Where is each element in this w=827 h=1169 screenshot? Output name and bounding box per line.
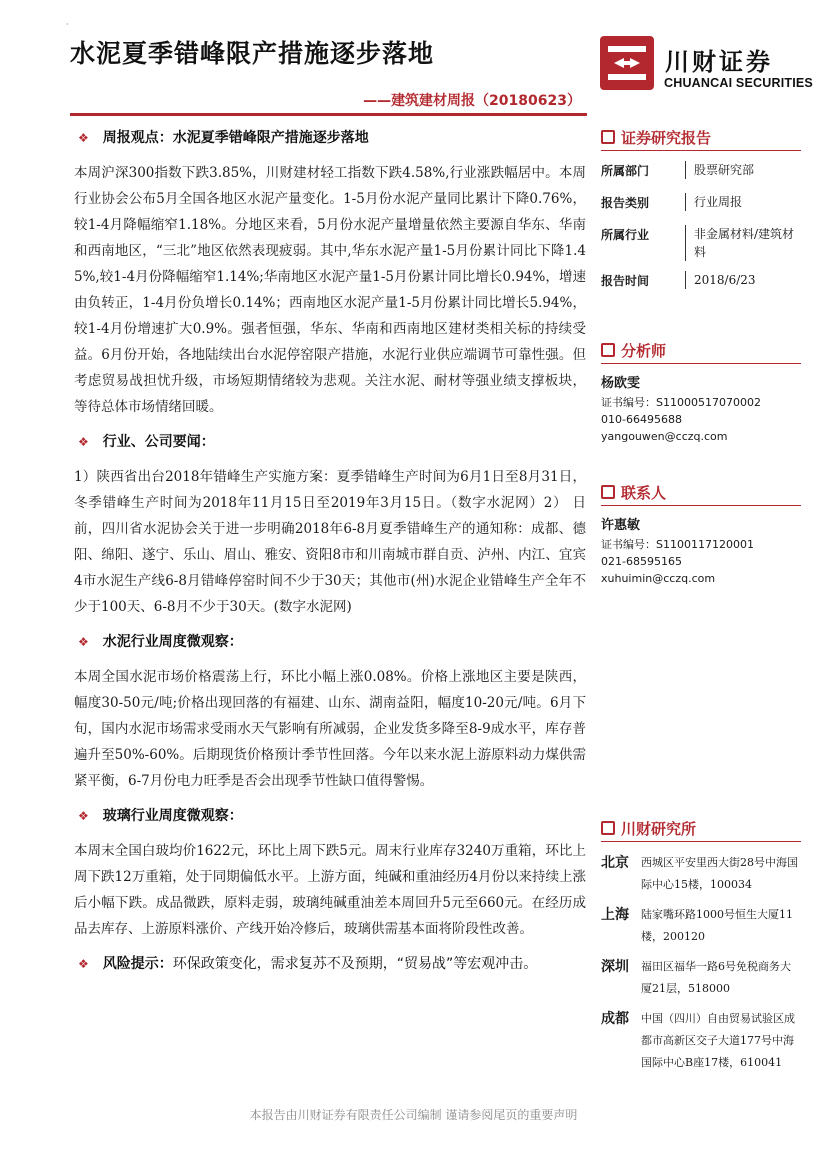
info-value: 行业周报: [685, 193, 801, 211]
header-rule: [70, 113, 587, 116]
office-entry: [601, 1008, 801, 1074]
office-city: 上海: [601, 907, 629, 923]
section-heading: 水泥行业周度微观察：: [102, 634, 243, 650]
info-label: 报告时间: [601, 274, 650, 288]
sidebar-heading-text: 分析师: [621, 342, 667, 360]
sidebar-heading-analyst: [601, 339, 801, 364]
diamond-bullet-icon: ❖: [78, 957, 89, 971]
section-paragraph: 本周末全国白玻均价1622元，环比上周下跌5元。周末行业库存3240万重箱，环比上周下跌12万重箱，处于同期偏低水平。上游方面，纯碱和重油经历4月份以来持续上涨后小幅下跌。成品微跌，原料走弱，玻璃纯碱重油差本周回升5元至660元。在经历成品去库存、上游原料涨价、产线开始冷修后，玻璃供需基本面将阶段性改善。: [74, 843, 586, 937]
office-address: 福田区福华一路6号免税商务大厦21层，518000: [641, 960, 791, 995]
section-paragraph: 本周全国水泥市场价格震荡上行，环比小幅上涨0.08%。价格上涨地区主要是陕西，幅度30-50元/吨;价格出现回落的有福建、山东、湖南益阳，幅度10-20元/吨。6月下旬，国内水泥市场需求受雨水天气影响有所减弱，企业发货多降至8-9成水平，库存普遍升至50%-60%。后期现货价格预计季节性回落。今年以来水泥上游原料动力煤供需紧平衡，6-7月份电力旺季是否会出现季节性缺口值得警惕。: [74, 669, 586, 789]
info-row: [601, 225, 801, 261]
info-value: 股票研究部: [685, 161, 801, 179]
office-city: 北京: [601, 855, 629, 871]
sidebar-heading-institute: [601, 817, 801, 842]
section-paragraph: 本周沪深300指数下跌3.85%，川财建材轻工指数下跌4.58%,行业涨跌幅居中。本周行业协会公布5月全国各地区水泥产量变化。1-5月份水泥产量同比累计下降0.76%，较1-4月降幅缩窄1.18%。分地区来看，5月份水泥产量增量依然主要源自华东、华南和西南地区，“三北”地区依然表现疲弱。其中,华东水泥产量1-5月份累计同比下降1.45%,较1-4月份降幅缩窄1.14%;华南地区水泥产量1-5月份累计同比增长0.94%，增速由负转正，1-4月份负增长0.14%；西南地区水泥产量1-5月份累计同比增长5.94%，较1-4月份增速扩大0.9%。强者恒强，华东、华南和西南地区建材类相关标的持续受益。6月份开始，各地陆续出台水泥停窑限产措施，水泥行业供应端调节可靠性强。但考虑贸易战担忧升级，市场短期情绪较为悲观。关注水泥、耐材等强业绩支撑板块，等待总体市场情绪回暖。: [74, 165, 586, 415]
office-address: 陆家嘴环路1000号恒生大厦11楼，200120: [641, 908, 793, 943]
info-label: 报告类别: [601, 196, 650, 210]
office-address: 西城区平安里西大街28号中海国际中心15楼，100034: [641, 856, 798, 891]
square-bullet-icon: [601, 485, 615, 499]
risk-line: [74, 952, 586, 976]
square-bullet-icon: [601, 130, 615, 144]
contact-email: xuhuimin@cczq.com: [601, 572, 716, 585]
section-heading: 玻璃行业周度微观察：: [102, 808, 243, 824]
report-title: 水泥夏季错峰限产措施逐步落地: [70, 39, 435, 68]
square-bullet-icon: [601, 821, 615, 835]
sidebar-heading-text: 联系人: [621, 484, 667, 502]
company-logo-icon: [600, 36, 654, 90]
contact-phone: 021-68595165: [601, 555, 682, 568]
section-heading: 周报观点：水泥夏季错峰限产措施逐步落地: [102, 130, 369, 146]
section-view: [74, 126, 586, 420]
office-address: 中国（四川）自由贸易试验区成都市高新区交子大道177号中海国际中心B座17楼，610041: [641, 1012, 795, 1069]
sidebar-heading-text: 川财研究所: [621, 820, 697, 838]
section-glass: [74, 804, 586, 942]
report-subtitle: ——建筑建材周报（20180623）: [363, 93, 581, 109]
diamond-bullet-icon: ❖: [78, 131, 89, 145]
office-entry: [601, 956, 801, 1000]
info-value: 非金属材料/建筑材料: [685, 225, 801, 261]
contact-cert: 证书编号：S1100117120001: [601, 538, 754, 551]
risk-heading: 风险提示：: [102, 956, 173, 972]
analyst-name: 杨欧雯: [601, 376, 641, 391]
info-label: 所属部门: [601, 164, 650, 178]
info-row: [601, 193, 801, 215]
page-footer: 本报告由川财证券有限责任公司编制 谨请参阅尾页的重要声明: [249, 1108, 578, 1122]
sidebar: [601, 126, 801, 1082]
office-city: 深圳: [601, 959, 629, 975]
square-bullet-icon: [601, 343, 615, 357]
analyst-email: yangouwen@cczq.com: [601, 430, 728, 443]
analyst-phone: 010-66495688: [601, 413, 682, 426]
corner-mark: ·: [66, 20, 69, 29]
info-value: 2018/6/23: [685, 271, 801, 289]
section-news: [74, 430, 586, 620]
office-entry: [601, 852, 801, 896]
company-name-en: CHUANCAI SECURITIES: [664, 76, 813, 90]
section-paragraph: 1）陕西省出台2018年错峰生产实施方案：夏季错峰生产时间为6月1日至8月31日，冬季错峰生产时间为2018年11月15日至2019年3月15日。（数字水泥网）2） 日前，四川省水泥协会关于进一步明确2018年6-8月夏季错峰生产的通知称：成都、德阳、绵阳、遂宁、乐山、眉山、雅安、资阳8市和川南城市群自贡、泸州、内江、宜宾4市水泥生产线6-8月错峰停窑时间不少于30天；其他市(州)水泥企业错峰生产全年不少于100天、6-8月不少于30天。(数字水泥网): [74, 469, 586, 615]
diamond-bullet-icon: ❖: [78, 635, 89, 649]
info-label: 所属行业: [601, 228, 650, 242]
sidebar-heading-text: 证券研究报告: [621, 129, 712, 147]
sidebar-heading-contact: [601, 481, 801, 506]
section-cement: [74, 630, 586, 794]
diamond-bullet-icon: ❖: [78, 435, 89, 449]
office-entry: [601, 904, 801, 948]
section-heading: 行业、公司要闻：: [102, 434, 215, 450]
analyst-cert: 证书编号：S1100051707000​2: [601, 396, 761, 409]
sidebar-heading-report: [601, 126, 801, 151]
contact-name: 许惠敏: [601, 518, 641, 533]
diamond-bullet-icon: ❖: [78, 809, 89, 823]
company-name-cn: 川财证券: [665, 48, 773, 76]
office-city: 成都: [601, 1011, 629, 1027]
info-row: [601, 271, 801, 293]
risk-text: 环保政策变化，需求复苏不及预期，“贸易战”等宏观冲击。: [172, 956, 538, 972]
info-row: [601, 161, 801, 183]
main-content: [74, 126, 586, 986]
